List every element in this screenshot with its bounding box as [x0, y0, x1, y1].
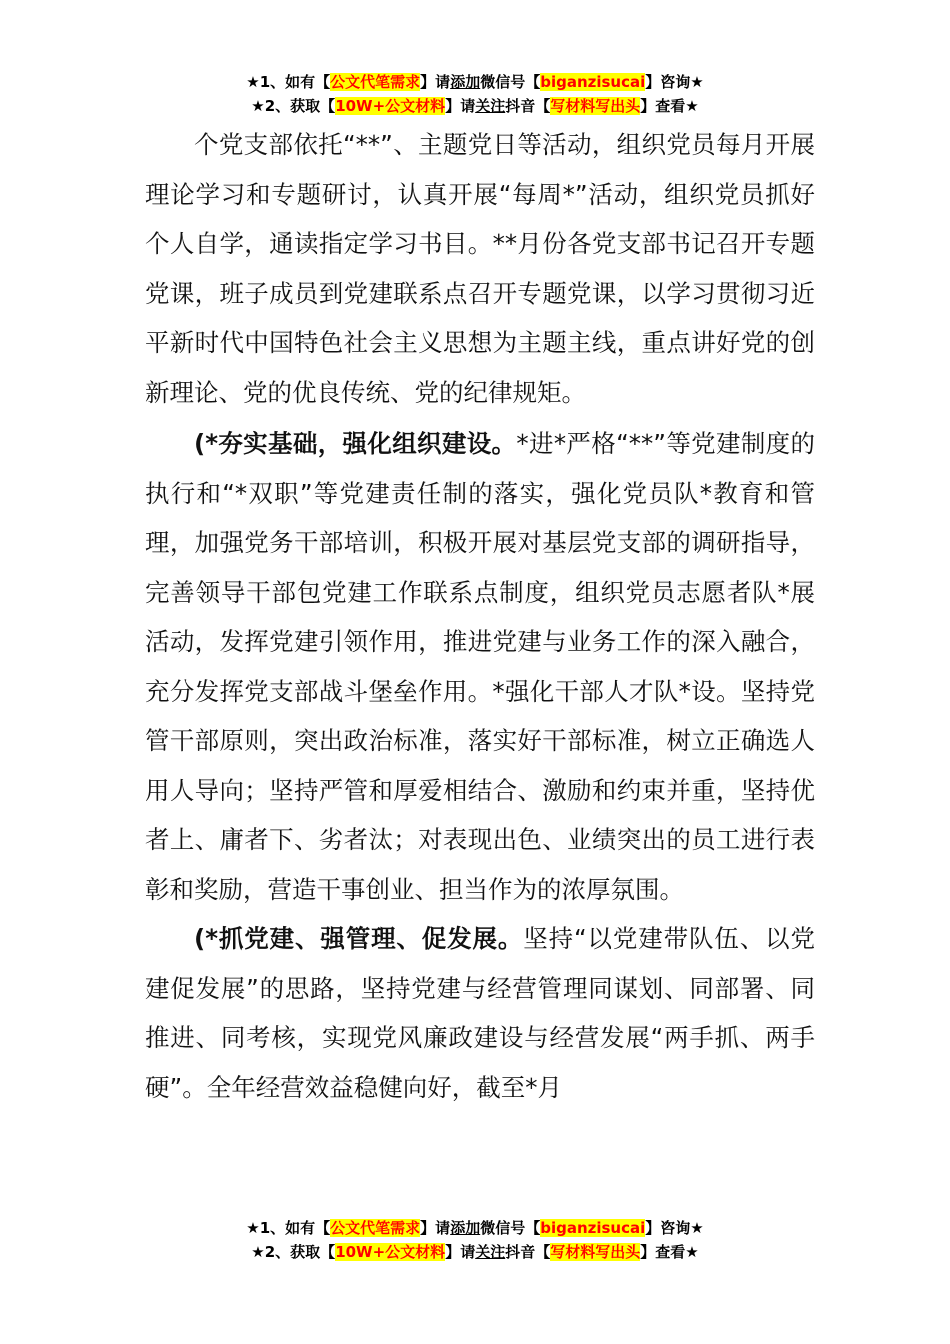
banner-text: 】咨询★ [645, 1219, 704, 1237]
banner-text: 】请 [445, 1243, 476, 1261]
banner-highlight: 写材料写出头 [550, 1243, 641, 1261]
banner-text: 】咨询★ [645, 73, 704, 91]
banner-underline-text: 关注 [475, 97, 506, 115]
footer-banner-line-2 [0, 1240, 950, 1264]
banner-highlight: 公文代笔需求 [330, 73, 421, 91]
banner-highlight: biganzisucai [540, 73, 646, 91]
banner-text: 抖音【 [505, 1243, 551, 1261]
paragraph-organization [145, 419, 815, 914]
banner-text: ★2、获取【 [251, 1243, 336, 1261]
banner-text: 】查看★ [640, 1243, 699, 1261]
footer-banner-line-1 [0, 1216, 950, 1240]
banner-text: ★2、获取【 [251, 97, 336, 115]
paragraph-text: 坚持“以党建带队伍、以党建促发展”的思路，坚持党建与经营管理同谋划、同部署、同推进、同考核，实现党风廉政建设与经营发展“两手抓、两手硬”。全年经营效益稳健向好，截至*月 [145, 924, 815, 1102]
banner-highlight: 10W+公文材料 [335, 1243, 446, 1261]
paragraph-study: 个党支部依托“**”、主题党日等活动，组织党员每月开展理论学习和专题研讨，认真开展“每周*”活动，组织党员抓好个人自学，通读指定学习书目。**月份各党支部书记召开专题党课，班子成员到党建联系点召开专题党课，以学习贯彻习近平新时代中国特色社会主义思想为主题主线，重点讲好党的创新理论、党的优良传统、党的纪律规矩。 [145, 130, 815, 407]
banner-highlight: 10W+公文材料 [335, 97, 446, 115]
paragraph-development [145, 914, 815, 1112]
banner-text: ★1、如有【 [246, 73, 331, 91]
banner-text: ★1、如有【 [246, 1219, 331, 1237]
banner-highlight: biganzisucai [540, 1219, 646, 1237]
banner-underline-text: 添加 [450, 73, 481, 91]
banner-underline-text: 关注 [475, 1243, 506, 1261]
header-banner-line-1 [0, 70, 950, 94]
banner-text: 】请 [420, 1219, 451, 1237]
banner-highlight: 写材料写出头 [550, 97, 641, 115]
banner-text: 微信号【 [480, 1219, 541, 1237]
paragraph-heading: (*夯实基础，强化组织建设。 [194, 429, 517, 458]
paragraph-text: *进*严格“**”等党建制度的执行和“*双职”等党建责任制的落实，强化党员队*教育和管理，加强党务干部培训，积极开展对基层党支部的调研指导，完善领导干部包党建工作联系点制度，组织党员志愿者队*展活动，发挥党建引领作用，推进党建与业务工作的深入融合，充分发挥党支部战斗堡垒作用。*强化干部人才队*设。坚持党管干部原则，突出政治标准，落实好干部标准，树立正确选人用人导向；坚持严管和厚爱相结合、激励和约束并重，坚持优者上、庸者下、劣者汰；对表现出色、业绩突出的员工进行表彰和奖励，营造干事创业、担当作为的浓厚氛围。 [145, 429, 816, 904]
header-banner [0, 70, 950, 118]
banner-text: 】请 [445, 97, 476, 115]
paragraph-heading: (*抓党建、强管理、促发展。 [194, 924, 524, 953]
banner-underline-text: 添加 [450, 1219, 481, 1237]
header-banner-line-2 [0, 94, 950, 118]
banner-text: 抖音【 [505, 97, 551, 115]
footer-banner [0, 1216, 950, 1264]
banner-text: 】请 [420, 73, 451, 91]
document-body [145, 120, 815, 1112]
banner-text: 微信号【 [480, 73, 541, 91]
banner-text: 】查看★ [640, 97, 699, 115]
banner-highlight: 公文代笔需求 [330, 1219, 421, 1237]
